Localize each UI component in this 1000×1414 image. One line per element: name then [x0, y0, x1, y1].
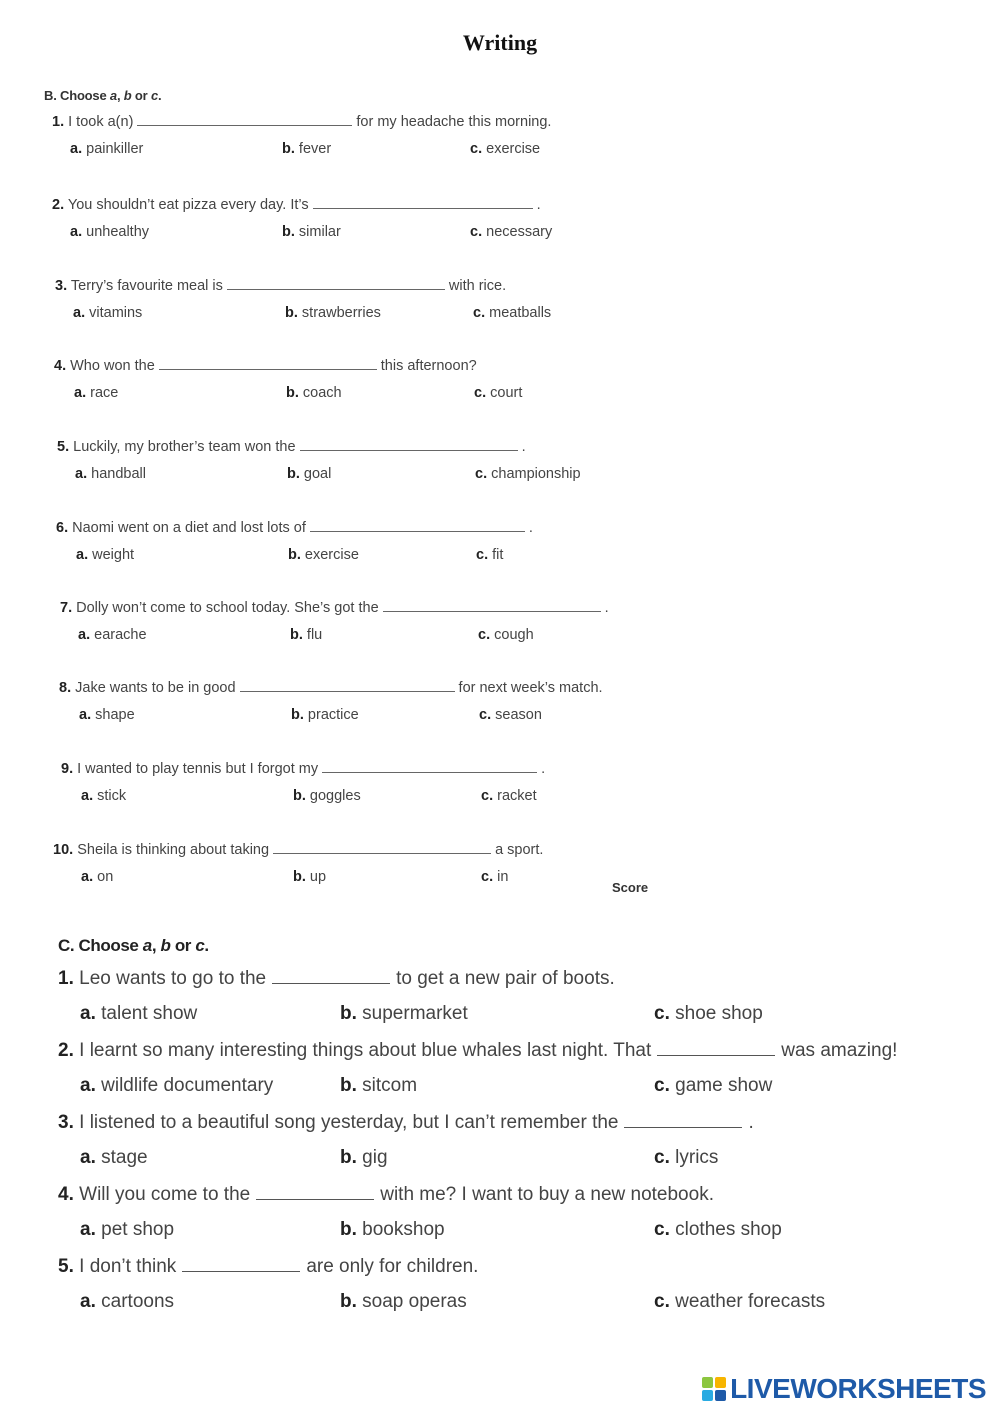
option-letter: a.: [80, 1291, 96, 1312]
option-text: unhealthy: [86, 224, 150, 240]
liveworksheets-logo: [702, 1374, 986, 1404]
option-text: weight: [92, 547, 135, 563]
option-b[interactable]: [286, 385, 342, 401]
question-text: [59, 679, 603, 696]
option-letter: c.: [654, 1147, 670, 1168]
option-a[interactable]: [81, 869, 113, 885]
answer-blank[interactable]: [240, 679, 455, 692]
option-letter: c.: [654, 1003, 670, 1024]
option-a[interactable]: [78, 627, 147, 643]
question-number: 4.: [58, 1184, 74, 1205]
score-label: Score: [612, 880, 649, 895]
question-stem-end: are only for children.: [306, 1256, 479, 1277]
option-b[interactable]: [287, 466, 331, 482]
answer-blank[interactable]: [159, 357, 377, 370]
option-a[interactable]: [70, 141, 143, 157]
question-stem-end: .: [748, 1112, 754, 1133]
option-letter: c.: [481, 788, 494, 804]
answer-blank[interactable]: [137, 113, 352, 126]
option-text: meatballs: [489, 305, 552, 321]
option-letter: a.: [73, 305, 86, 321]
question-stem: Who won the: [70, 358, 155, 374]
option-text: painkiller: [86, 141, 144, 157]
option-c[interactable]: [478, 627, 534, 643]
option-text: talent show: [101, 1003, 198, 1024]
option-text: soap operas: [362, 1291, 467, 1312]
option-letter: b.: [293, 788, 306, 804]
question-stem: Jake wants to be in good: [75, 680, 236, 696]
option-text: strawberries: [301, 305, 381, 321]
option-a[interactable]: [80, 1075, 273, 1097]
answer-blank[interactable]: [300, 438, 518, 451]
question-stem: You shouldn’t eat pizza every day. It’s: [67, 197, 309, 213]
question-stem-end: a sport.: [495, 842, 544, 858]
option-text: race: [90, 385, 119, 401]
option-letter: a.: [79, 707, 92, 723]
option-b[interactable]: [291, 707, 359, 723]
question-stem: I wanted to play tennis but I forgot my: [77, 761, 319, 777]
question-stem-end: .: [541, 761, 546, 777]
option-b[interactable]: [340, 1291, 467, 1313]
option-letter: b.: [291, 707, 304, 723]
question-number: 5.: [57, 439, 70, 455]
question-number: 8.: [59, 680, 72, 696]
option-letter: a.: [70, 224, 83, 240]
option-letter: a.: [74, 385, 87, 401]
question-stem-end: to get a new pair of boots.: [396, 968, 615, 989]
option-text: coach: [302, 385, 342, 401]
option-letter: c.: [481, 869, 494, 885]
option-letter: c.: [479, 707, 492, 723]
question-number: 3.: [58, 1112, 74, 1133]
option-letter: b.: [340, 1291, 357, 1312]
option-letter: a.: [70, 141, 83, 157]
question-stem: I learnt so many interesting things about blue whales last night. That: [79, 1040, 652, 1061]
option-text: stage: [101, 1147, 148, 1168]
option-b[interactable]: [282, 141, 331, 157]
liveworksheets-logo-icon: [702, 1377, 726, 1401]
question-text: [56, 519, 533, 536]
question-stem: Dolly won’t come to school today. She’s got the: [76, 600, 379, 616]
answer-blank[interactable]: [272, 967, 390, 984]
option-letter: b.: [282, 224, 295, 240]
question-text: [58, 967, 615, 990]
option-c[interactable]: [654, 1291, 825, 1313]
option-c[interactable]: [654, 1003, 763, 1025]
option-a[interactable]: [79, 707, 135, 723]
option-text: championship: [491, 466, 581, 482]
option-text: on: [97, 869, 114, 885]
question-stem-end: for next week’s match.: [458, 680, 603, 696]
option-c[interactable]: [470, 224, 552, 240]
answer-blank[interactable]: [624, 1111, 742, 1128]
option-b[interactable]: [288, 547, 359, 563]
option-letter: c.: [654, 1075, 670, 1096]
question-text: [60, 599, 609, 616]
option-a[interactable]: [80, 1219, 174, 1241]
option-text: bookshop: [362, 1219, 445, 1240]
section-b-heading: B. Choose a, b or c.: [44, 88, 162, 103]
option-letter: b.: [287, 466, 300, 482]
question-text: [58, 1255, 478, 1278]
option-text: up: [309, 869, 327, 885]
question-stem-end: this afternoon?: [380, 358, 477, 374]
option-letter: c.: [654, 1219, 670, 1240]
question-stem-end: .: [521, 439, 526, 455]
option-text: season: [495, 707, 542, 723]
option-text: game show: [675, 1075, 773, 1096]
answer-blank[interactable]: [313, 196, 533, 209]
question-stem: I took a(n): [68, 114, 134, 130]
option-a[interactable]: [75, 466, 146, 482]
question-number: 10.: [53, 842, 74, 858]
option-letter: b.: [286, 385, 299, 401]
option-letter: b.: [293, 869, 306, 885]
option-text: necessary: [486, 224, 553, 240]
option-b[interactable]: [293, 869, 326, 885]
option-letter: a.: [81, 788, 94, 804]
question-stem-end: was amazing!: [781, 1040, 898, 1061]
option-letter: c.: [475, 466, 488, 482]
question-text: [54, 357, 477, 374]
option-text: court: [490, 385, 523, 401]
question-text: [52, 113, 551, 130]
option-a[interactable]: [81, 788, 126, 804]
option-b[interactable]: [340, 1075, 417, 1097]
option-letter: a.: [80, 1075, 96, 1096]
option-letter: c.: [470, 224, 483, 240]
answer-blank[interactable]: [182, 1255, 300, 1272]
question-number: 6.: [56, 520, 69, 536]
option-c[interactable]: [473, 305, 551, 321]
question-stem: Luckily, my brother’s team won the: [73, 439, 296, 455]
option-letter: a.: [75, 466, 88, 482]
question-number: 3.: [55, 278, 68, 294]
option-letter: c.: [654, 1291, 670, 1312]
option-text: stick: [97, 788, 127, 804]
option-text: gig: [362, 1147, 388, 1168]
question-text: [58, 1039, 897, 1062]
option-letter: b.: [290, 627, 303, 643]
question-stem: Leo wants to go to the: [79, 968, 267, 989]
page-title: Writing: [462, 30, 538, 55]
question-text: [58, 1111, 754, 1134]
option-a[interactable]: [80, 1003, 197, 1025]
option-letter: c.: [476, 547, 489, 563]
question-number: 1.: [52, 114, 65, 130]
option-c[interactable]: [470, 141, 540, 157]
option-text: racket: [497, 788, 537, 804]
option-letter: b.: [340, 1075, 357, 1096]
question-number: 2.: [52, 197, 65, 213]
option-b[interactable]: [340, 1003, 468, 1025]
option-c[interactable]: [475, 466, 581, 482]
option-text: supermarket: [362, 1003, 468, 1024]
option-b[interactable]: [285, 305, 381, 321]
option-c[interactable]: [481, 788, 537, 804]
option-text: vitamins: [89, 305, 143, 321]
option-text: clothes shop: [675, 1219, 782, 1240]
option-letter: b.: [340, 1147, 357, 1168]
option-text: cartoons: [101, 1291, 175, 1312]
option-a[interactable]: [80, 1291, 174, 1313]
question-text: [58, 1183, 714, 1206]
question-number: 9.: [61, 761, 74, 777]
question-number: 2.: [58, 1040, 74, 1061]
option-letter: b.: [340, 1003, 357, 1024]
option-letter: a.: [80, 1003, 96, 1024]
option-text: similar: [298, 224, 341, 240]
question-stem: I listened to a beautiful song yesterday, but I can’t remember the: [79, 1112, 619, 1133]
option-b[interactable]: [282, 224, 341, 240]
question-text: [55, 277, 506, 294]
option-a[interactable]: [76, 547, 134, 563]
question-number: 1.: [58, 968, 74, 989]
option-text: goggles: [309, 788, 361, 804]
answer-blank[interactable]: [310, 519, 525, 532]
question-text: [53, 841, 543, 858]
question-text: [52, 196, 541, 213]
option-text: in: [497, 869, 509, 885]
answer-blank[interactable]: [227, 277, 445, 290]
option-text: shoe shop: [675, 1003, 763, 1024]
option-b[interactable]: [340, 1219, 445, 1241]
option-letter: a.: [80, 1147, 96, 1168]
option-b[interactable]: [290, 627, 322, 643]
option-letter: b.: [285, 305, 298, 321]
option-letter: c.: [470, 141, 483, 157]
question-number: 5.: [58, 1256, 74, 1277]
question-stem: Naomi went on a diet and lost lots of: [72, 520, 306, 536]
question-stem-end: .: [536, 197, 541, 213]
option-letter: a.: [76, 547, 89, 563]
option-letter: b.: [282, 141, 295, 157]
option-text: pet shop: [101, 1219, 175, 1240]
option-c[interactable]: [474, 385, 522, 401]
option-c[interactable]: [654, 1219, 782, 1241]
option-text: exercise: [486, 141, 541, 157]
option-letter: c.: [474, 385, 487, 401]
option-text: handball: [91, 466, 146, 482]
option-letter: c.: [473, 305, 486, 321]
option-a[interactable]: [73, 305, 142, 321]
option-a[interactable]: [70, 224, 149, 240]
option-text: exercise: [304, 547, 359, 563]
question-stem: Sheila is thinking about taking: [77, 842, 270, 858]
option-letter: c.: [478, 627, 491, 643]
option-text: weather forecasts: [675, 1291, 826, 1312]
option-c[interactable]: [479, 707, 542, 723]
option-letter: a.: [80, 1219, 96, 1240]
question-stem: Will you come to the: [79, 1184, 251, 1205]
option-letter: b.: [340, 1219, 357, 1240]
question-stem-end: with rice.: [448, 278, 507, 294]
option-c[interactable]: [476, 547, 503, 563]
option-letter: a.: [81, 869, 94, 885]
option-b[interactable]: [340, 1147, 388, 1169]
option-text: practice: [307, 707, 359, 723]
question-stem-end: for my headache this morning.: [356, 114, 552, 130]
answer-blank[interactable]: [383, 599, 601, 612]
option-a[interactable]: [74, 385, 118, 401]
option-letter: b.: [288, 547, 301, 563]
option-text: wildlife documentary: [101, 1075, 274, 1096]
question-text: [57, 438, 526, 455]
question-number: 7.: [60, 600, 73, 616]
option-b[interactable]: [293, 788, 361, 804]
question-stem-end: .: [528, 520, 533, 536]
option-c[interactable]: [654, 1147, 718, 1169]
section-c-heading: C. Choose a, b or c.: [58, 936, 209, 955]
question-number: 4.: [54, 358, 67, 374]
option-text: fever: [298, 141, 332, 157]
answer-blank[interactable]: [256, 1183, 374, 1200]
option-text: earache: [94, 627, 147, 643]
logo-text: LIVEWORKSHEETS: [730, 1373, 986, 1404]
answer-blank[interactable]: [273, 841, 491, 854]
option-c[interactable]: [654, 1075, 772, 1097]
question-stem-end: .: [604, 600, 609, 616]
question-stem: Terry’s favourite meal is: [70, 278, 223, 294]
option-text: lyrics: [675, 1147, 719, 1168]
answer-blank[interactable]: [322, 760, 537, 773]
option-text: cough: [494, 627, 534, 643]
question-text: [61, 760, 545, 777]
option-c[interactable]: [481, 869, 508, 885]
question-stem-end: with me? I want to buy a new notebook.: [380, 1184, 714, 1205]
option-letter: a.: [78, 627, 91, 643]
option-text: sitcom: [362, 1075, 418, 1096]
question-stem: I don’t think: [79, 1256, 177, 1277]
option-a[interactable]: [80, 1147, 148, 1169]
answer-blank[interactable]: [657, 1039, 775, 1056]
option-text: fit: [492, 547, 504, 563]
option-text: flu: [306, 627, 323, 643]
option-text: shape: [95, 707, 135, 723]
option-text: goal: [303, 466, 332, 482]
